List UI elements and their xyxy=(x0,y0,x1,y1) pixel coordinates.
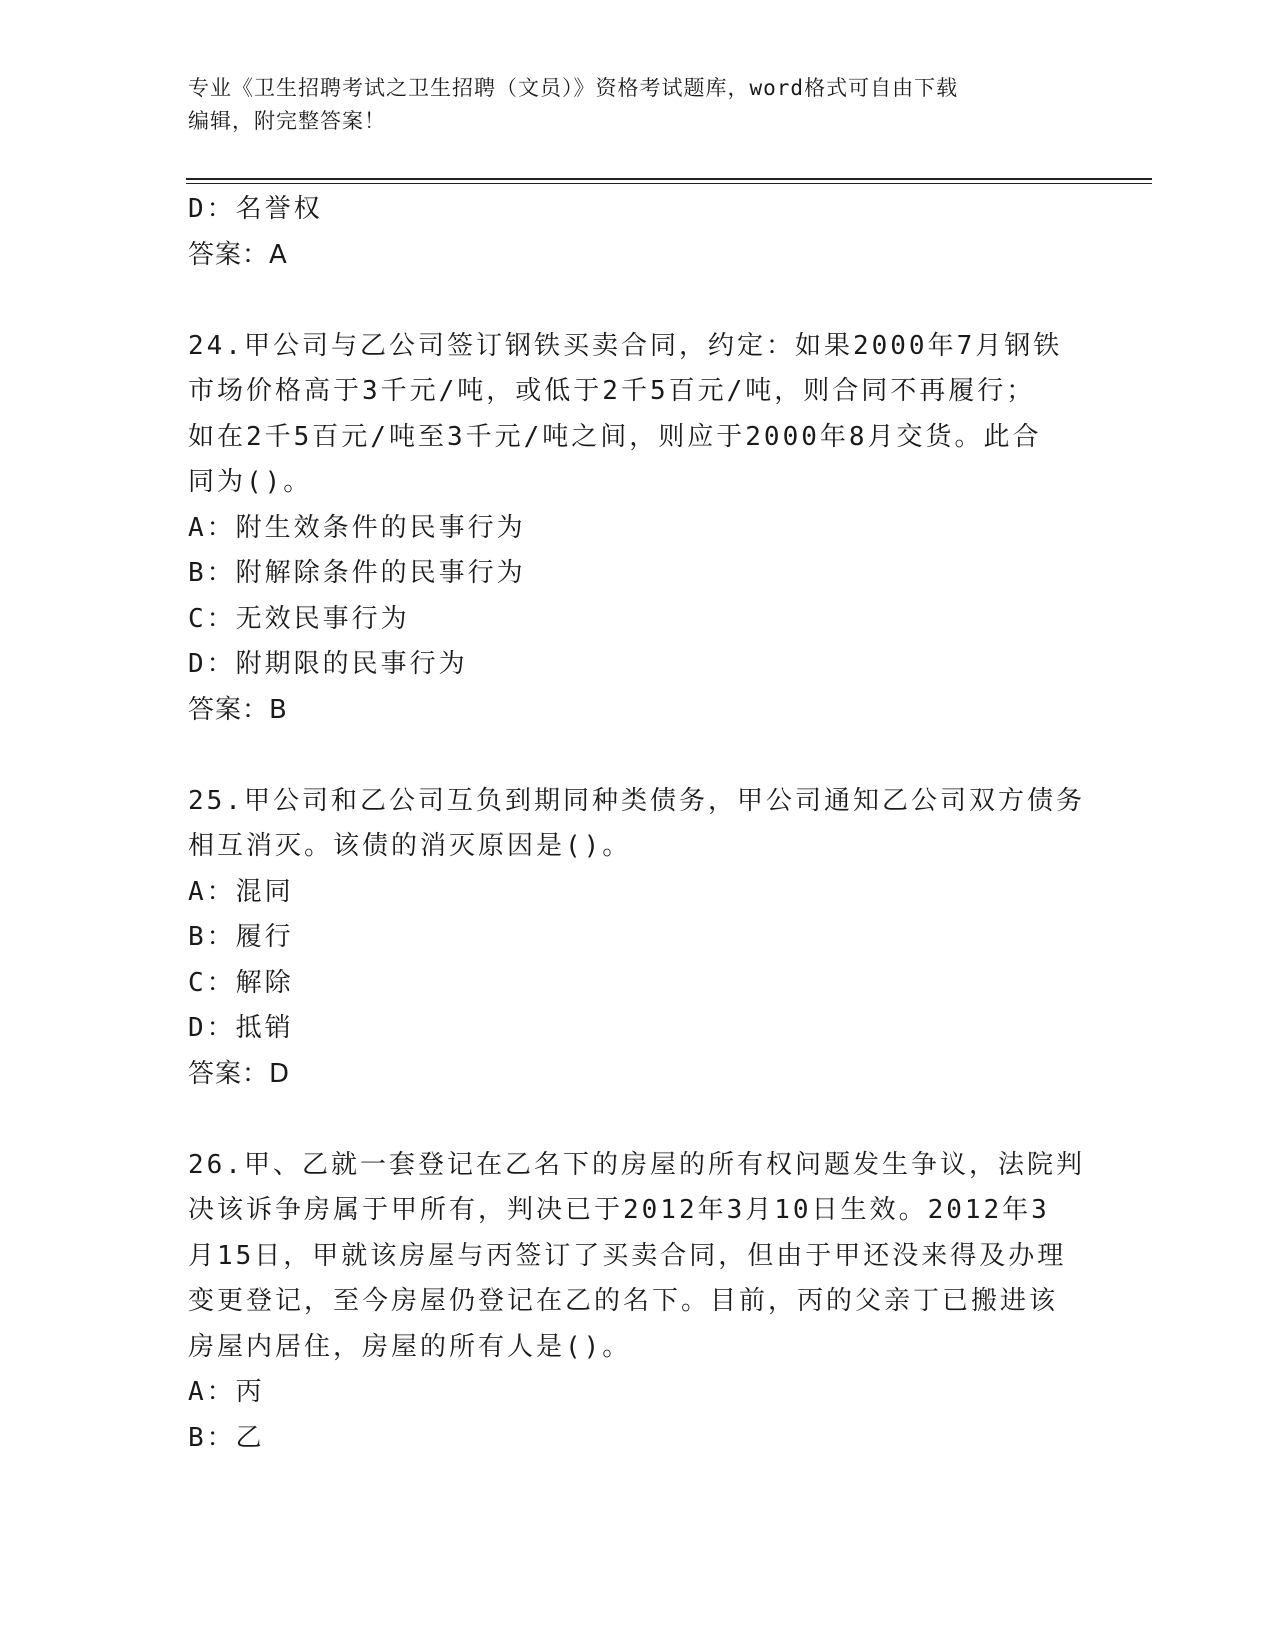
question-stem-line: 市场价格高于3千元/吨，或低于2千5百元/吨，则合同不再履行； xyxy=(188,376,1036,406)
question-stem-line: 变更登记，至今房屋仍登记在乙的名下。目前，丙的父亲丁已搬进该 xyxy=(188,1286,1059,1316)
question-25 xyxy=(188,779,1088,1098)
option-a: A：丙 xyxy=(188,1377,265,1407)
question-stem-line: 如在2千5百元/吨至3千元/吨之间，则应于2000年8月交货。此合 xyxy=(188,421,1042,452)
option-c: C：无效民事行为 xyxy=(188,603,410,634)
question-content xyxy=(188,187,1088,1461)
option-d: D：名誉权 xyxy=(188,194,323,224)
question-stem-line: 26.甲、乙就一套登记在乙名下的房屋的所有权问题发生争议，法院判 xyxy=(188,1149,1085,1180)
header-divider-thick xyxy=(186,178,1152,180)
option-b: B：附解除条件的民事行为 xyxy=(188,558,526,588)
document-header xyxy=(188,72,1088,138)
header-divider-thin xyxy=(186,183,1152,184)
option-d: D：附期限的民事行为 xyxy=(188,649,468,679)
answer-line: 答案：A xyxy=(188,239,288,270)
question-26 xyxy=(188,1143,1088,1462)
question-24 xyxy=(188,324,1088,734)
option-b: B：乙 xyxy=(188,1422,265,1453)
question-stem-line: 房屋内居住，房屋的所有人是()。 xyxy=(188,1331,632,1362)
spacer xyxy=(188,733,1088,779)
spacer xyxy=(188,1097,1088,1143)
question-stem-line: 同为()。 xyxy=(188,467,313,497)
question-stem-line: 相互消灭。该债的消灭原因是()。 xyxy=(188,831,632,861)
header-line: 编辑，附完整答案！ xyxy=(188,109,386,133)
option-a: A：附生效条件的民事行为 xyxy=(188,512,526,543)
question-stem-line: 24.甲公司与乙公司签订钢铁买卖合同，约定：如果2000年7月钢铁 xyxy=(188,330,1063,361)
question-stem-line: 25.甲公司和乙公司互负到期同种类债务，甲公司通知乙公司双方债务 xyxy=(188,785,1085,816)
spacer xyxy=(188,278,1088,324)
option-c: C：解除 xyxy=(188,967,294,998)
option-a: A：混同 xyxy=(188,876,294,907)
question-stem-line: 月15日，甲就该房屋与丙签订了买卖合同，但由于甲还没来得及办理 xyxy=(188,1240,1067,1271)
option-b: B：履行 xyxy=(188,922,294,952)
question-stem-line: 决该诉争房属于甲所有，判决已于2012年3月10日生效。2012年3 xyxy=(188,1195,1050,1225)
option-d: D：抵销 xyxy=(188,1013,294,1043)
answer-line: 答案：D xyxy=(188,1058,291,1089)
header-line: 专业《卫生招聘考试之卫生招聘（文员）》资格考试题库，word格式可自由下载 xyxy=(188,76,959,100)
answer-line: 答案：B xyxy=(188,694,288,725)
